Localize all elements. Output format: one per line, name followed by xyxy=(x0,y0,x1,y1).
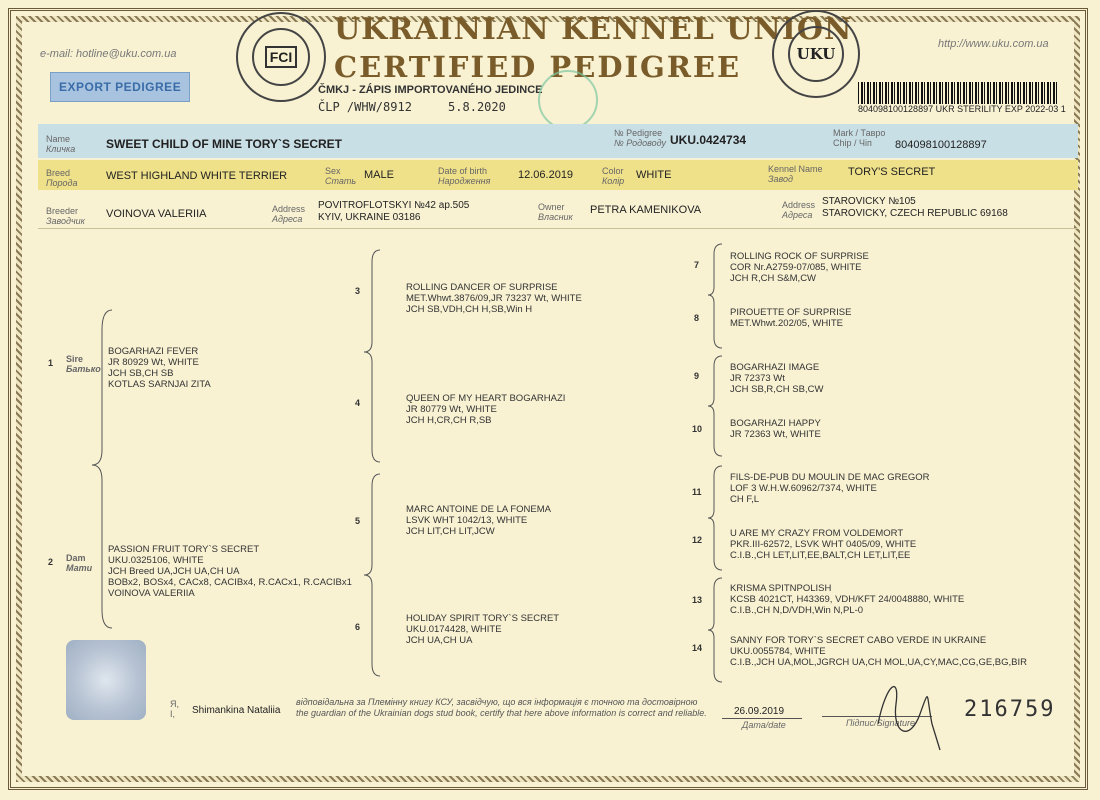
dob-label: Date of birth Народження xyxy=(438,166,491,186)
title-kennel-union: UKRAINIAN KENNEL UNION xyxy=(334,12,853,47)
owner-label: Owner Власник xyxy=(538,202,573,222)
uku-logo-text: UKU xyxy=(796,45,836,63)
breed-label: Breed Порода xyxy=(46,168,78,188)
grandparent-entry: HOLIDAY SPIRIT TORY`S SECRET UKU.0174428, WHITE JCH UA,CH UA xyxy=(406,613,560,646)
great-grandparent-entry: U ARE MY CRAZY FROM VOLDEMORT PKR.III-62572, LSVK WHT 0405/09, WHITE C.I.B.,CH LET,LIT,EE,BALT,CH LET,LIT,EE xyxy=(730,528,917,561)
great-grandparent-entry: FILS-DE-PUB DU MOULIN DE MAC GREGOR LOF 3 W.H.W.60962/7374, WHITE CH F,L xyxy=(730,472,930,505)
certification-ua: відповідальна за Племінну книгу КСУ, засвідчую, що вся інформація є точною та достовірною xyxy=(296,697,698,707)
i-label: Я, I, xyxy=(170,699,179,719)
grandparent-entry: ROLLING DANCER OF SURPRISE MET.Whwt.3876/09,JR 73237 Wt, WHITE JCH SB,VDH,CH H,SB,Win H xyxy=(406,282,582,315)
grandparent-entry: QUEEN OF MY HEART BOGARHAZI JR 80779 Wt, WHITE JCH H,CR,CH R,SB xyxy=(406,393,566,426)
great-grandparent-number: 14 xyxy=(692,643,703,653)
grandparent-number: 5 xyxy=(355,516,361,526)
grandparent-number: 4 xyxy=(355,398,361,408)
grandparent-number: 6 xyxy=(355,622,361,632)
signature-icon xyxy=(866,664,946,754)
certification-en: the guardian of the Ukrainian dogs stud book, certify that here above information is correct and reliable. xyxy=(296,708,707,718)
great-grandparent-entry: BOGARHAZI IMAGE JR 72373 Wt JCH SB,R,CH SB,CW xyxy=(730,362,824,395)
parent-number: 1 xyxy=(48,358,54,368)
certificate-date: 26.09.2019 xyxy=(734,706,785,717)
owner-address: STAROVICKY №105 STAROVICKY, CZECH REPUBLIC 69168 xyxy=(822,196,1008,219)
chip-label: Mark / Тавро Chip / Чіп xyxy=(833,128,886,148)
email-text: e-mail: hotline@uku.com.ua xyxy=(40,48,177,60)
dam-entry: PASSION FRUIT TORY`S SECRET UKU.0325106, WHITE JCH Breed UA,JCH UA,CH UA BOBx2, BOSx4, CACx8, CACIBx4, R.CACx1, R.CACIBx1 VOINOVA VALERIIA xyxy=(108,544,352,599)
import-stamp-line1: ČMKJ - ZÁPIS IMPORTOVANÉHO JEDINCE xyxy=(318,84,543,96)
breeder-label: Breeder Заводчик xyxy=(46,206,85,226)
sex-value: MALE xyxy=(364,169,394,181)
breeder-address-label: Address Адреса xyxy=(272,204,306,224)
great-grandparent-number: 7 xyxy=(694,260,700,270)
great-grandparent-number: 10 xyxy=(692,424,703,434)
breeder-address: POVITROFLOTSKYI №42 ap.505 KYIV, UKRAINE 03186 xyxy=(318,200,470,223)
breeder-value: VOINOVA VALERIIA xyxy=(106,208,207,220)
sex-label: Sex Стать xyxy=(325,166,357,186)
serial-number: 216759 xyxy=(964,697,1056,722)
color-value: WHITE xyxy=(636,169,672,181)
sire-entry: BOGARHAZI FEVER JR 80929 Wt, WHITE JCH SB,CH SB KOTLAS SARNJAI ZITA xyxy=(108,346,211,390)
dog-name: SWEET CHILD OF MINE TORY`S SECRET xyxy=(106,137,343,151)
export-badge: EXPORT PEDIGREE xyxy=(50,72,190,102)
breed-value: WEST HIGHLAND WHITE TERRIER xyxy=(106,170,288,182)
great-grandparent-entry: ROLLING ROCK OF SURPRISE COR Nr.A2759-07/085, WHITE JCH R,CH S&M,CW xyxy=(730,251,869,284)
pedigree-number: UKU.0424734 xyxy=(670,133,747,147)
great-grandparent-number: 9 xyxy=(694,371,700,381)
grandparent-entry: MARC ANTOINE DE LA FONEMA LSVK WHT 1042/13, WHITE JCH LIT,CH LIT,JCW xyxy=(406,504,551,537)
great-grandparent-entry: BOGARHAZI HAPPY JR 72363 Wt, WHITE xyxy=(730,418,821,440)
parent-number: 2 xyxy=(48,557,54,567)
import-stamp-line2: ČLP /WHW/8912 5.8.2020 xyxy=(318,100,506,114)
sire-label: Sire Батько xyxy=(66,354,101,374)
great-grandparent-entry: SANNY FOR TORY`S SECRET CABO VERDE IN UKRAINE UKU.0055784, WHITE C.I.B.,JCH UA,MOL,JGRCH UA,CH MOL,UA,CY,MAC,CG,GE,BG,BIR xyxy=(730,635,1028,668)
website-text: http://www.uku.com.ua xyxy=(938,38,1049,50)
great-grandparent-entry: PIROUETTE OF SURPRISE MET.Whwt.202/05, WHITE xyxy=(730,307,852,329)
fci-label: FCI xyxy=(265,46,298,68)
kennel-value: TORY'S SECRET xyxy=(848,166,936,178)
great-grandparent-number: 11 xyxy=(692,487,702,497)
signature-label: Підпис/Signature xyxy=(846,718,915,728)
great-grandparent-entry: KRISMA SPITNPOLISH KCSB 4021CT, H43369, VDH/KFT 24/0048880, WHITE C.I.B.,CH N,D/VDH,Win N,PL-0 xyxy=(730,583,965,616)
date-label: Дата/date xyxy=(742,720,786,730)
hologram-seal-icon xyxy=(66,640,146,720)
color-label: Color Колір xyxy=(602,166,625,186)
great-grandparent-number: 12 xyxy=(692,535,703,545)
great-grandparent-number: 13 xyxy=(692,595,703,605)
chip-number: 804098100128897 xyxy=(895,139,987,151)
signer-name: Shimankina Nataliia xyxy=(192,705,281,716)
great-grandparent-number: 8 xyxy=(694,313,700,323)
kennel-label: Kennel Name Завод xyxy=(768,164,823,184)
title-certified-pedigree: CERTIFIED PEDIGREE xyxy=(334,50,742,84)
owner-address-label: Address Адреса xyxy=(782,200,816,220)
dob-value: 12.06.2019 xyxy=(518,169,574,181)
owner-value: PETRA KAMENIKOVA xyxy=(590,204,702,216)
pedigree-no-label: № Pedigree № Родоводу xyxy=(614,128,667,148)
date-line xyxy=(722,718,802,719)
dam-label: Dam Мати xyxy=(66,553,93,573)
barcode-text: 804098100128897 UKR STERILITY EXP 2022-03 1 xyxy=(858,104,1066,114)
grandparent-number: 3 xyxy=(355,286,361,296)
name-label: Name Кличка xyxy=(46,134,76,154)
